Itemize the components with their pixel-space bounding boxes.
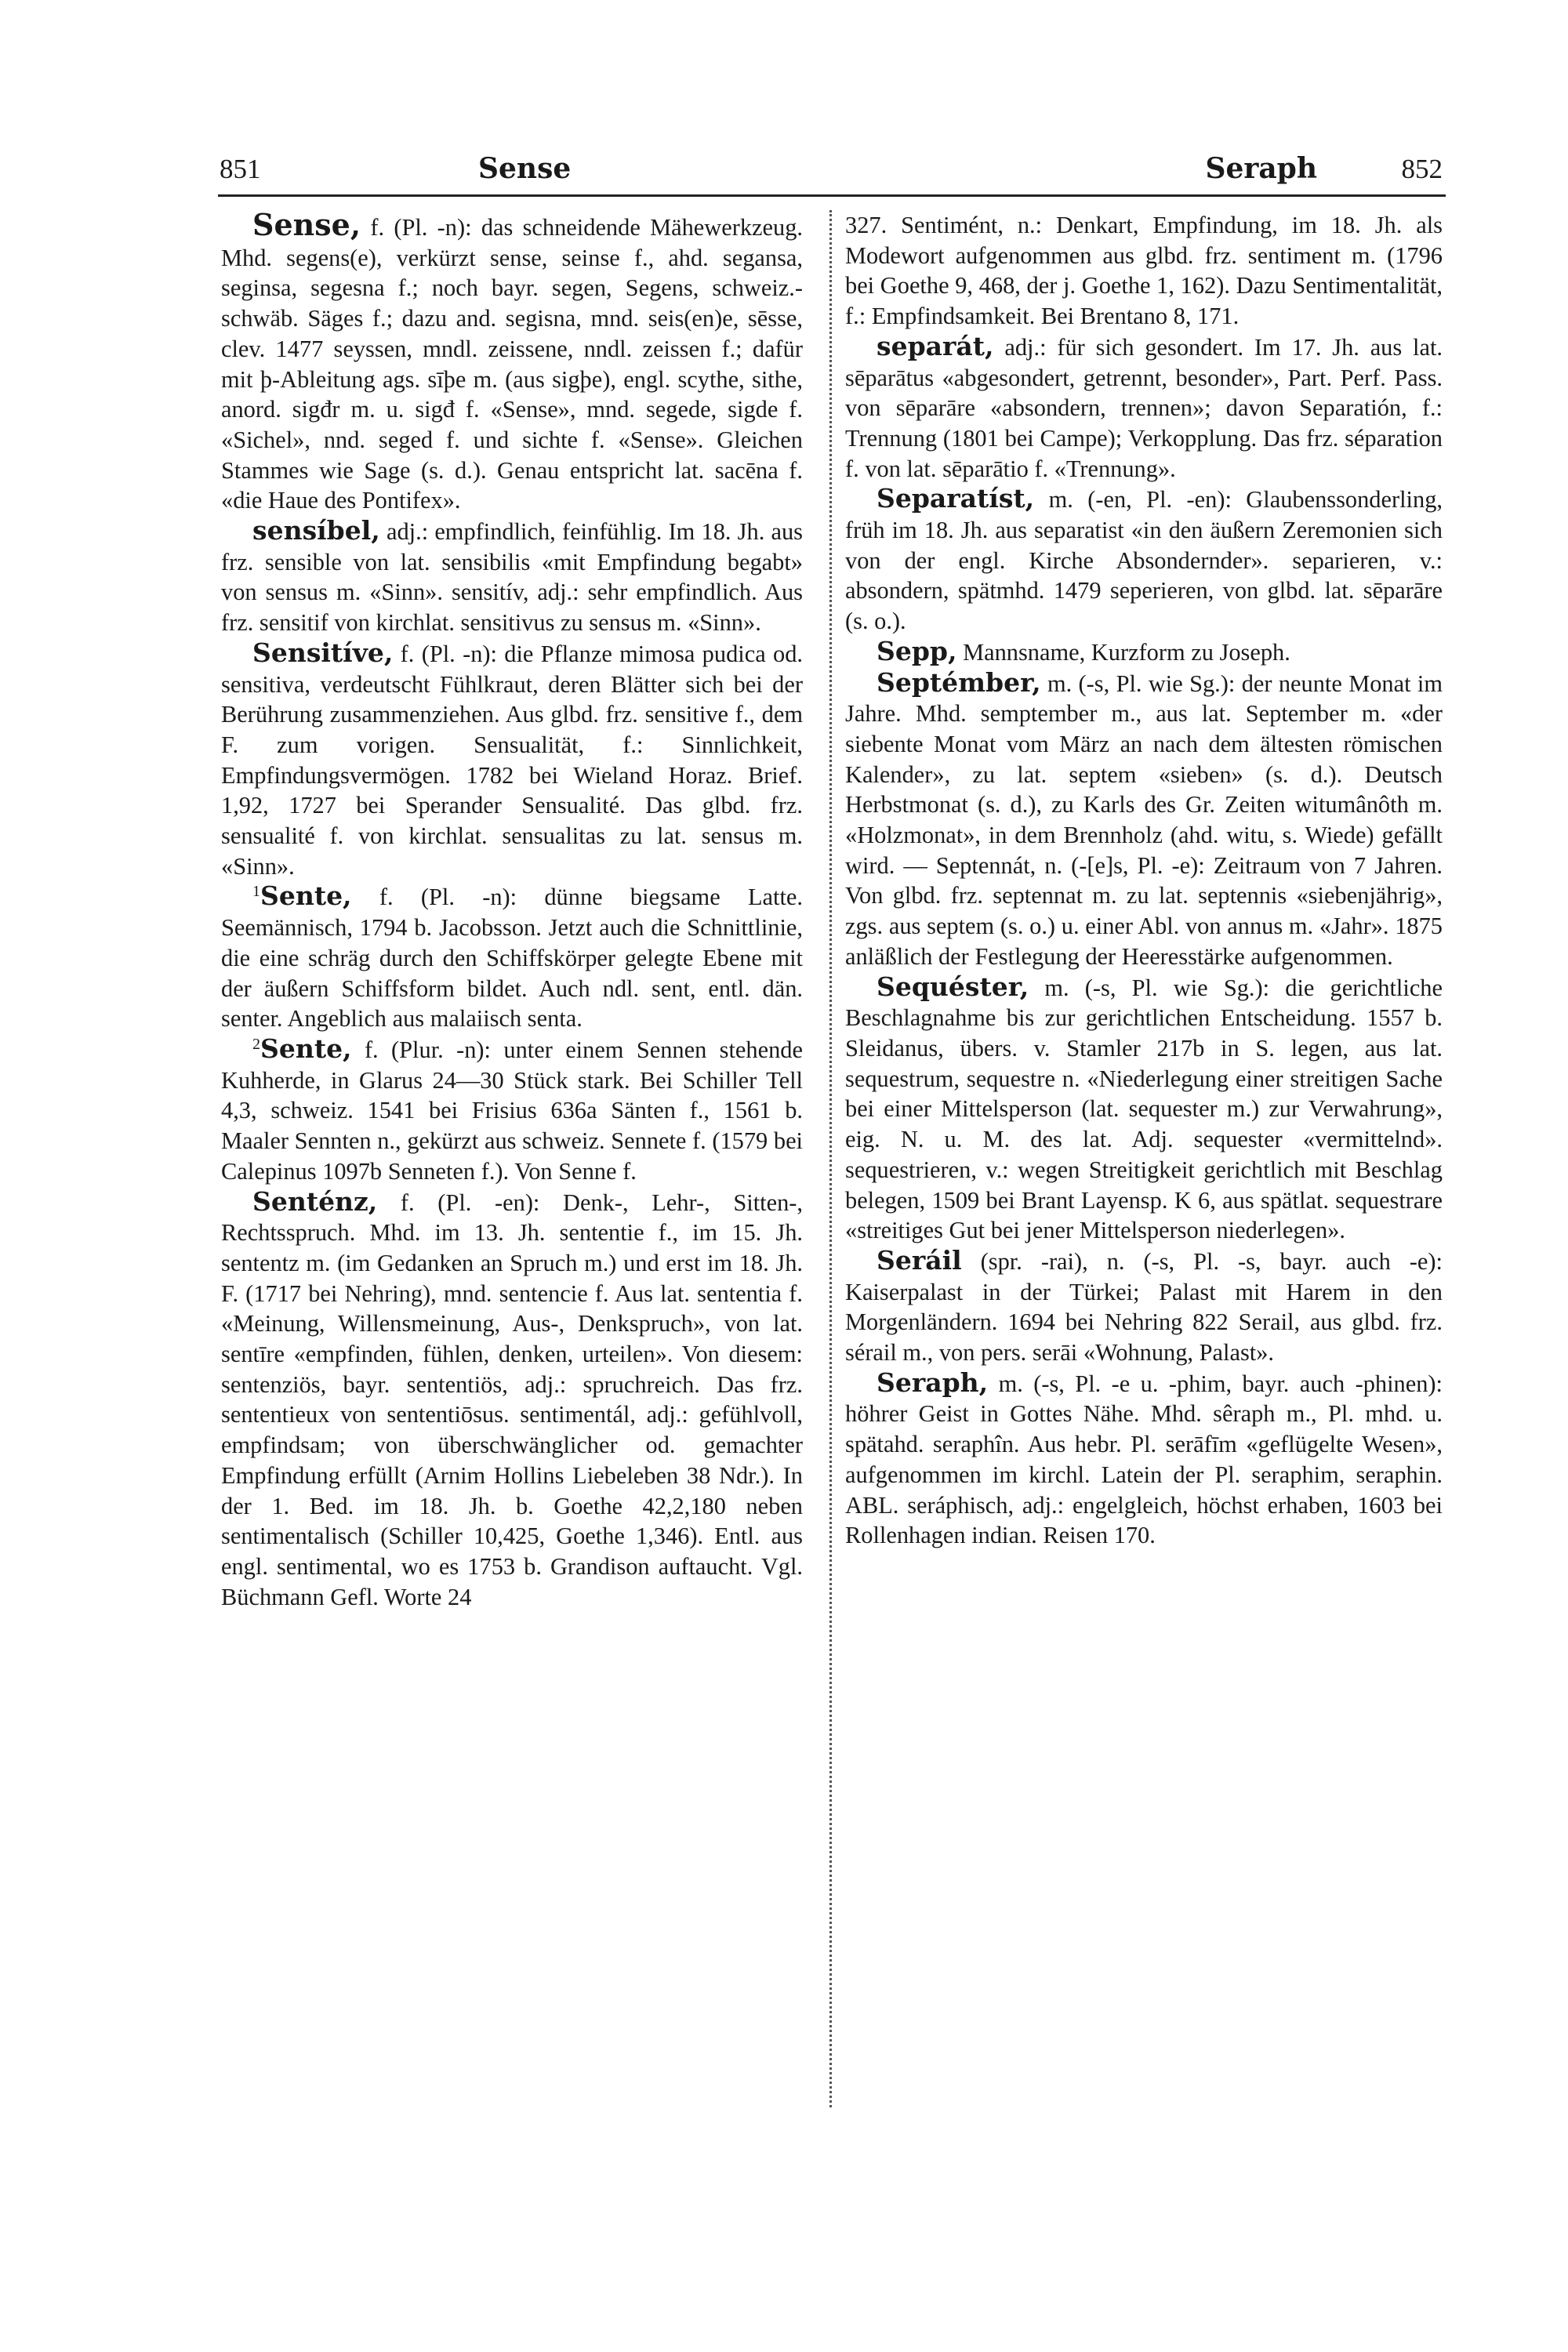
entry-sentenz (221, 1187, 803, 1613)
entry-text: m. (-s, Pl. wie Sg.): die gerichtliche Beschlagnahme bis zur gerichtlichen Entscheidung. 1557 b. Sleidanus, übers. v. Stamler 217b in S. legen, aus lat. sequestrum, sequestre n. «Niederlegung einer streitigen Sache bei einer Mittelsperson (lat. sequester m.) zur Verwahrung», eig. N. u. M. des lat. Adj. sequester «vermittelnd». sequestrieren, v.: wegen Streitigkeit gerichtlich mit Beschlag belegen, 1509 bei Brant Layensp. K 6, aus spätlat. sequestrare «streitiges Gut bei jener Mittelsperson niederlegen». (845, 974, 1443, 1244)
entry-sensitive (221, 638, 803, 882)
left-column (221, 207, 803, 1612)
headword: Separatíst, (877, 483, 1035, 514)
entry-text: f. (Pl. -n): das schneidende Mähewerkzeug. Mhd. segens(e), verkürzt sense, seinse f., ahd. segansa, seginsa, segesna f.; noch bayr. segen, Segens, schweiz.-schwäb. Säges f.; dazu and. segisna, mnd. seis(en)e, sēsse, clev. 1477 seyssen, mndl. zeissene, nndl. zeissen f.; dafür mit þ-Ableitung ags. sīþe m. (aus sigþe), engl. scythe, sithe, anord. sigđr m. u. sigđ f. «Sense», mnd. segede, sigde f. «Sichel», nnd. seged f. und sichte f. «Sense». Gleichen Stammes wie Sage (s. d.). Genau entspricht lat. sacēna f. «die Haue des Pontifex». (221, 214, 803, 514)
right-page-number: 852 (1401, 154, 1443, 184)
entry-sente-2 (221, 1034, 803, 1187)
left-running-head: Sense (478, 152, 572, 185)
entry-text: adj.: empfindlich, feinfühlig. Im 18. Jh. aus frz. sensible von lat. sensibilis «mit Empfindung begabt» von sensus m. «Sinn». sensitív, adj.: sehr empfindlich. Aus frz. sensitif von kirchlat. sensitivus zu sensus m. «Sinn». (221, 518, 803, 637)
entry-text: m. (-en, Pl. -en): Glaubenssonderling, früh im 18. Jh. aus separatist «in den äußern Zeremonien sich von der engl. Kirche Absondernder». separieren, v.: absondern, spätmhd. 1479 seperieren, von glbd. lat. sēparāre (s. o.). (845, 486, 1443, 635)
homonym-number: 1 (252, 883, 260, 901)
header-rule (218, 194, 1446, 197)
right-column (845, 210, 1443, 1551)
entry-text: f. (Pl. -en): Denk-, Lehr-, Sitten-, Rechtsspruch. Mhd. im 13. Jh. sententie f., im 15. Jh. sententz m. (im Gedanken an Spruch m.) und erst im 18. Jh. F. (1717 bei Nehring), mnd. sentencie f. Aus lat. sententia f. «Meinung, Willensmeinung, Aus-, Denkspruch», von lat. sentīre «empfinden, fühlen, denken, urteilen». Von diesem: sentenziös, bayr. sententiös, adj.: spruchreich. Das frz. sententieux von sententiōsus. sentimentál, adj.: gefühlvoll, empfindsam; von überschwänglicher od. gemachter Empfindung erfüllt (Arnim Hollins Liebeleben 38 Ndr.). In der 1. Bed. im 18. Jh. b. Goethe 42,2,180 neben sentimentalisch (Schiller 10,425, Goethe 1,346). Entl. aus engl. sentimental, wo es 1753 b. Grandison auftaucht. Vgl. Büchmann Gefl. Worte 24 (221, 1189, 803, 1610)
page-header (220, 149, 1443, 196)
entry-text: (spr. -rai), n. (-s, Pl. -s, bayr. auch -e): Kaiserpalast in der Türkei; Palast mit Harem in den Morgenländern. 1694 bei Nehring 822 Serail, aus glbd. frz. sérail m., von pers. serāi «Wohnung, Palast». (845, 1247, 1443, 1367)
headword: Septémber, (877, 666, 1041, 698)
column-divider (829, 210, 832, 2107)
headword: Sente, (260, 880, 352, 912)
headword: Sensitíve, (252, 637, 394, 668)
entry-separat (845, 332, 1443, 485)
entry-text: f. (Pl. -n): dünne biegsame Latte. Seemännisch, 1794 b. Jacobsson. Jetzt auch die Schnittlinie, die eine schräg durch den Schiffskörper gelegte Ebene mit der äußern Schiffsform bildet. Auch ndl. sent, entl. dän. senter. Angeblich aus malaiisch senta. (221, 884, 803, 1033)
entry-text: m. (-s, Pl. -e u. -phim, bayr. auch -phinen): höhrer Geist in Gottes Nähe. Mhd. sêraph m., Pl. mhd. u. spätahd. seraphîn. Aus hebr. Pl. serāfīm «geflügelte Wesen», aufgenommen im kirchl. Latein der Pl. seraphim, seraphin. ABL. seráphisch, adj.: engelgleich, höchst erhaben, 1603 bei Rollenhagen indian. Reisen 170. (845, 1370, 1443, 1549)
entry-text: Mannsname, Kurzform zu Joseph. (956, 638, 1290, 666)
entry-text: m. (-s, Pl. wie Sg.): der neunte Monat im Jahre. Mhd. semptember m., aus lat. September m. «der siebente Monat vom März an nach dem ältesten römischen Kalender», zu lat. septem «sieben» (s. d.). Deutsch Herbstmonat (s. d.), zu Karls des Gr. Zeiten witumânôth m. «Holzmonat», in dem Brennholz (ahd. witu, s. Wiede) gefällt wird. — Septennát, n. (-[e]s, Pl. -e): Zeitraum von 7 Jahren. Von glbd. frz. septennat m. zu lat. septennis «siebenjährig», zgs. aus septem (s. o.) u. einer Abl. von annus m. «Jahr». 1875 anläßlich der Festlegung der Heeresstärke aufgenommen. (845, 670, 1443, 970)
entry-text: f. (Pl. -n): die Pflanze mimosa pudica od. sensitiva, verdeutscht Fühlkraut, deren Blätter sich bei der Berührung zusammenziehen. Aus glbd. frz. sensitive f., dem F. zum vorigen. Sensualität, f.: Sinnlichkeit, Empfindungsvermögen. 1782 bei Wieland Horaz. Brief. 1,92, 1727 bei Sperander Sensualité. Das glbd. frz. sensualité f. von kirchlat. sensualitas zu lat. sensus m. «Sinn». (221, 640, 803, 880)
entry-september (845, 668, 1443, 972)
entry-separatist (845, 484, 1443, 637)
entry-text: adj.: für sich gesondert. Im 17. Jh. aus lat. sēparātus «abgesondert, getrennt, besonder», Part. Perf. Pass. von sēparāre «absondern, trennen»; davon Separatión, f.: Trennung (1801 bei Campe); Verkopplung. Das frz. séparation f. von lat. sēparātio f. «Trennung». (845, 333, 1443, 482)
entry-sequester (845, 972, 1443, 1246)
headword: Seraph, (877, 1367, 989, 1398)
left-page-number: 851 (220, 154, 261, 184)
headword: Sense, (252, 207, 361, 242)
entry-serail (845, 1246, 1443, 1368)
headword: Sepp, (877, 635, 957, 666)
entry-sente-1 (221, 881, 803, 1034)
headword: Seráil (877, 1244, 962, 1276)
headword: sensíbel, (252, 515, 380, 546)
homonym-number: 2 (252, 1035, 260, 1053)
entry-sentiment (845, 210, 1443, 332)
headword: Sequéster, (877, 971, 1029, 1002)
right-running-head: Seraph (1205, 152, 1317, 185)
entry-text: 327. Sentimént, n.: Denkart, Empfindung, im 18. Jh. als Modewort aufgenommen aus glbd. frz. sentiment m. (1796 bei Goethe 9, 468, der j. Goethe 1, 162). Dazu Sentimentalität, f.: Empfindsamkeit. Bei Brentano 8, 171. (845, 212, 1443, 330)
headword: Senténz, (252, 1185, 378, 1217)
entry-text: f. (Plur. -n): unter einem Sennen stehende Kuhherde, in Glarus 24—30 Stück stark. Bei Schiller Tell 4,3, schweiz. 1541 bei Frisius 636a Sänten f., 1561 b. Maaler Sennten n., gekürzt aus schweiz. Sennete f. (1579 bei Calepinus 1097b Senneten f.). Von Senne f. (221, 1036, 803, 1185)
entry-sepp (845, 637, 1443, 668)
headword: separát, (877, 330, 994, 361)
headword: Sente, (260, 1033, 352, 1064)
entry-seraph (845, 1368, 1443, 1551)
entry-sense (221, 207, 803, 516)
entry-sensibel (221, 516, 803, 638)
